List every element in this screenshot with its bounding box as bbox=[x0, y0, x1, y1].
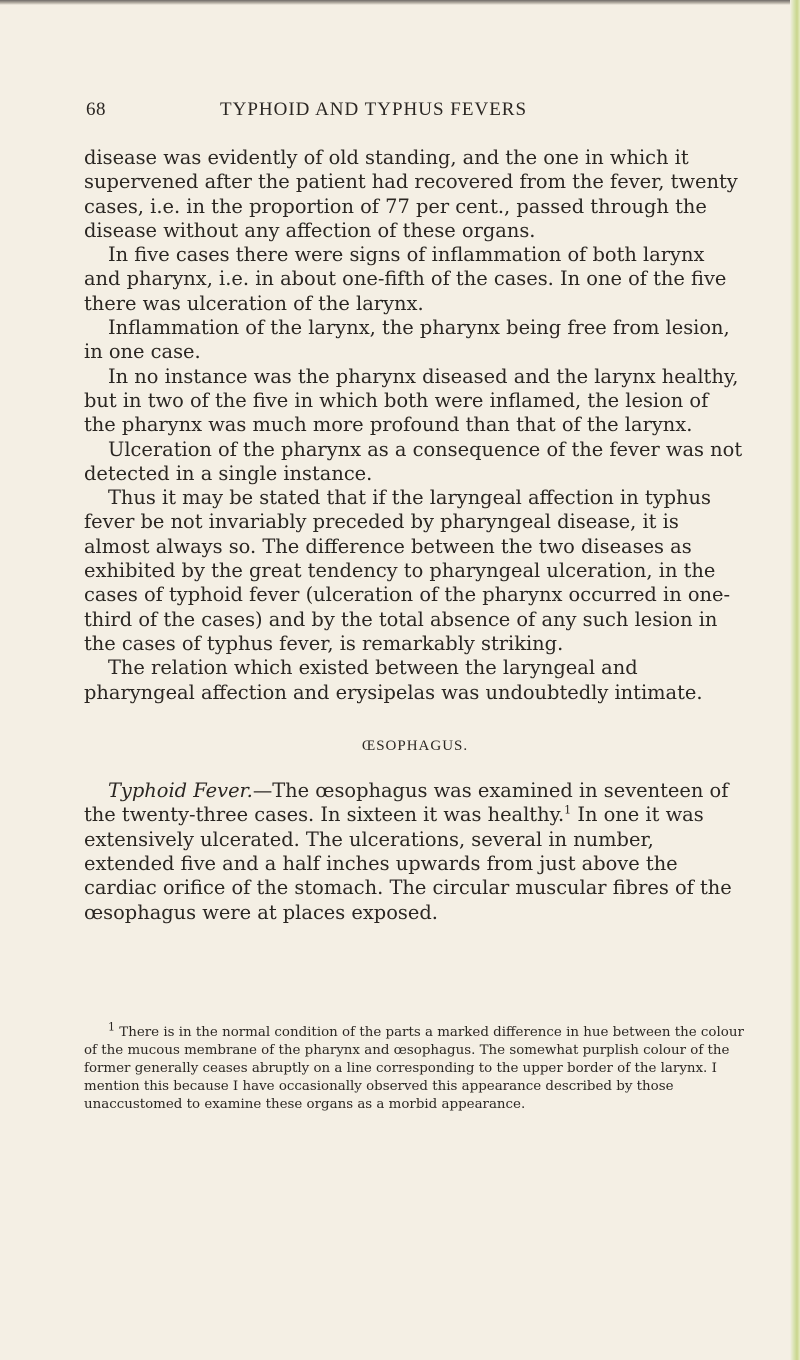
running-head bbox=[0, 99, 800, 123]
paragraph-5: Ulceration of the pharynx as a consequence of the fever was not detected in a single instance. bbox=[84, 437, 743, 485]
paragraph-8-lead: Typhoid Fever. bbox=[108, 779, 253, 803]
paragraph-1: disease was evidently of old standing, and the one in which it supervened after the patient had recovered from the fever, twenty cases, i.e. in the proportion of 77 per cent., passed through the disease without any affection of these organs. bbox=[84, 146, 738, 242]
footnote-reference[interactable]: 1 bbox=[564, 803, 572, 817]
body-text bbox=[84, 146, 746, 925]
footnote bbox=[84, 1020, 748, 1114]
section-heading: ŒSOPHAGUS. bbox=[361, 737, 469, 754]
paragraph-4: In no instance was the pharynx diseased and the larynx healthy, but in two of the five in which both were inflamed, the lesion of the pharynx was much more profound than that of the larynx. bbox=[84, 364, 739, 437]
page-number: 68 bbox=[86, 99, 106, 120]
paragraph-8 bbox=[84, 779, 746, 925]
paragraph-6: Thus it may be stated that if the laryngeal affection in typhus fever be not invariably preceded by pharyngeal disease, it is almost always so. The difference between the two diseases as exhibited by the great tendency to pharyngeal ulceration, in the cases of typhoid fever (ulceration of the pharynx occurred in one-third of the cases) and by the total absence of any such lesion in the cases of typhus fever, is remarkably striking. bbox=[84, 486, 731, 655]
running-title: TYPHOID AND TYPHUS FEVERS bbox=[220, 99, 528, 120]
paragraph-8-tail: In one it was extensively ulcerated. The ulcerations, several in number, extended five and a half inches upwards from just above the cardiac orifice of the stomach. The circular muscular fibres of the œsophagus were at places exposed. bbox=[84, 803, 732, 924]
footnote-mark: 1 bbox=[108, 1020, 115, 1034]
paragraph-7: The relation which existed between the laryngeal and pharyngeal affection and erysipelas was undoubtedly intimate. bbox=[84, 656, 703, 704]
paragraph-8-text: —The œsophagus was examined in seventeen of the twenty-three cases. In sixteen it was healthy. bbox=[84, 779, 729, 827]
page-right-edge bbox=[790, 0, 800, 1360]
footnote-paragraph bbox=[84, 1020, 748, 1114]
paragraph-3: Inflammation of the larynx, the pharynx being free from lesion, in one case. bbox=[84, 316, 730, 364]
paragraph-2: In five cases there were signs of inflammation of both larynx and pharynx, i.e. in about one-fifth of the cases. In one of the five there was ulceration of the larynx. bbox=[84, 243, 727, 315]
page-top-edge bbox=[0, 0, 800, 5]
footnote-text: There is in the normal condition of the parts a marked difference in hue between the colour of the mucous membrane of the pharynx and œsophagus. The somewhat purplish colour of the former generally ceases abruptly on a line corresponding to the upper border of the larynx. I mention this because I have occasionally observed this appearance described by those unaccustomed to examine these organs as a morbid appearance. bbox=[84, 1025, 744, 1112]
